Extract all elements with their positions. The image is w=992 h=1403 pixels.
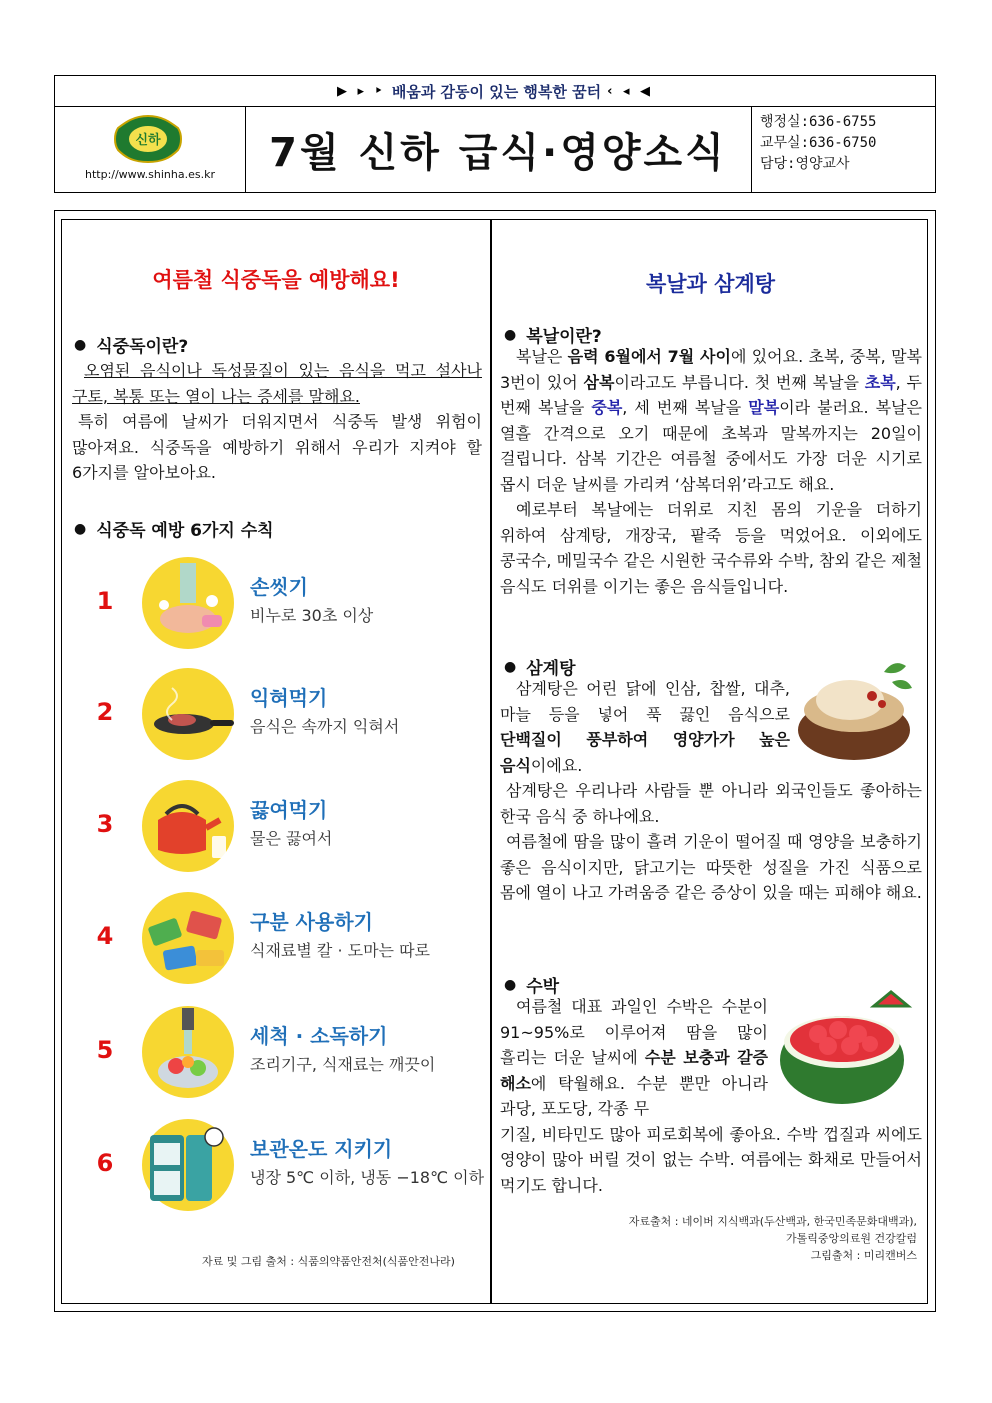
what-paragraph [72,358,482,486]
logo-cell [55,106,246,192]
main-box [54,210,936,1312]
left-source-credit: 자료 및 그림 출처 : 식품의약품안전처(식품안전나라) [202,1255,455,1268]
what-p2: 특히 여름에 날씨가 더워지면서 식중독 발생 위험이 많아져요. 식중독을 예방하기 위해서 우리가 지켜야 할 6가지를 알아보아요. [72,412,482,482]
rule-title: 보관온도 지키기 [250,1137,393,1161]
rule-number: 6 [96,1149,114,1177]
logo-text: 신하 [135,133,161,148]
rule-number: 2 [96,698,114,726]
samgye-heading-text: 삼계탕 [526,659,576,679]
rule-item [62,890,490,990]
rule-number: 5 [96,1036,114,1064]
rule-title: 구분 사용하기 [250,910,373,934]
page-title: 7월 신하 급식·영양소식 [245,106,752,192]
cutting-board-icon [142,892,234,984]
what-heading [74,332,188,357]
samgye-paragraph: 삼계탕은 어린 닭에 인삼, 찹쌀, 대추, 마늘 등을 넣어 푹 끓인 음식으로 단백질이 풍부하여 영양가가 높은 음식이에요. 삼계탕은 우리나라 사람들 뿐 아니라 외국인들도 좋아하는 한국 음식 중 하나에요. 여름철에 땀을 많이 흘려 기운이 떨어질 때 영양을 보충하기 좋은 음식이지만, 닭고기는 따뜻한 성질을 가진 식품으로 몸에 열이 나고 가려움증 같은 증상이 있을 때는 피해야 해요. [500,679,922,902]
rules-heading-text: 식중독 예방 6가지 수칙 [96,521,274,541]
boknal-paragraph: 복날은 음력 6월에서 7월 사이에 있어요. 초복, 중복, 말복 3번이 있어 삼복이라고도 부릅니다. 첫 번째 복날을 초복, 두 번째 복날을 중복, 세 번째 복날을 말복이라 불러요. 복날은 열흘 간격으로 오기 때문에 초복과 말복까지는 20일이 걸립니다. 삼복 기간은 여름철 중에서도 가장 더운 시기로 몹시 더운 날씨를 가리켜 ‘삼복더위’라고도 해요. 예로부터 복날에는 더위로 지친 몸의 기운을 더하기 위하여 삼계탕, 개장국, 팥죽 등을 먹었어요. 이외에도 콩국수, 메밀국수 같은 시원한 국수류와 수박, 참외 같은 제철 음식도 더위를 이기는 좋은 음식들입니다. [500,347,922,596]
school-logo-icon [112,114,184,164]
apple-bullet-icon: ● [504,326,517,343]
contact-admin: 행정실:636-6755 [760,114,877,130]
rule-item [62,778,490,878]
what-heading-text: 식중독이란? [96,337,189,357]
handwash-icon [142,557,234,649]
rule-desc: 음식은 속까지 익혀서 [250,717,400,736]
rule-title: 세척 · 소독하기 [250,1024,388,1048]
watermelon-heading-text: 수박 [526,977,560,997]
washing-icon [142,1006,234,1098]
rule-desc: 식재료별 칼 · 도마는 따로 [250,941,430,960]
source-line: 가톨릭중앙의료원 건강칼럼 [785,1232,917,1245]
rule-title: 끓여먹기 [250,798,328,822]
rule-desc: 물은 끓여서 [250,829,333,848]
left-section-title: 여름철 식중독을 예방해요! [152,268,400,292]
apple-bullet-icon: ● [504,976,517,993]
rule-item [62,666,490,766]
slogan: 배움과 감동이 있는 행복한 꿈터 [391,82,602,101]
right-source-credit [629,1213,917,1264]
rule-desc: 조리기구, 식재료는 깨끗이 [250,1055,436,1074]
fridge-icon [142,1119,234,1211]
rule-title: 익혀먹기 [250,686,328,710]
rule-desc: 냉장 5℃ 이하, 냉동 −18℃ 이하 [250,1168,485,1187]
what-p1: 오염된 음식이나 독성물질이 있는 음식을 먹고 설사나 구토, 복통 또는 열이 나는 증세를 말해요. [72,361,482,406]
right-section-title: 복날과 삼계탕 [645,272,776,296]
rules-heading [74,516,274,541]
rule-number: 3 [96,810,114,838]
kettle-icon [142,780,234,872]
boknal-heading-text: 복날이란? [526,327,602,347]
rule-item [62,1004,490,1104]
contact-manager: 담당:영양교사 [760,156,850,172]
arrow-right-icon: ▶ ▸ ‣ [336,83,386,99]
rule-desc: 비누로 30초 이상 [250,606,374,625]
newsletter-header [54,75,936,193]
contact-teachers: 교무실:636-6750 [760,135,877,151]
rule-title: 손씻기 [250,575,308,599]
source-line: 자료출처 : 네이버 지식백과(두산백과, 한국민족문화대백과), [628,1215,917,1228]
site-url[interactable]: http://www.shinha.es.kr [84,168,215,181]
source-line: 그림출처 : 미리캔버스 [810,1249,917,1262]
apple-bullet-icon: ● [74,520,87,537]
contact-info [752,106,935,192]
content-frame [61,219,928,1304]
arrow-left-icon: ‹ ◂ ◀ [607,83,654,99]
column-divider [490,220,492,1303]
slogan-row [55,76,935,107]
watermelon-paragraph: 여름철 대표 과일인 수박은 수분이 91~95%로 이루어져 땀을 많이 흘리는 더운 날씨에 수분 보충과 갈증 해소에 탁월해요. 수분 뿐만 아니라 과당, 포도당, 각종 무 기질, 비타민도 많아 피로회복에 좋아요. 수박 껍질과 씨에도 영양이 많아 버릴 것이 없는 수박. 여름에는 화채로 만들어서 먹기도 합니다. [500,997,922,1195]
rule-number: 4 [96,922,114,950]
frying-pan-icon [142,668,234,760]
rule-number: 1 [96,587,114,615]
rule-item [62,555,490,655]
apple-bullet-icon: ● [74,336,87,353]
apple-bullet-icon: ● [504,658,517,675]
rule-item [62,1117,490,1217]
